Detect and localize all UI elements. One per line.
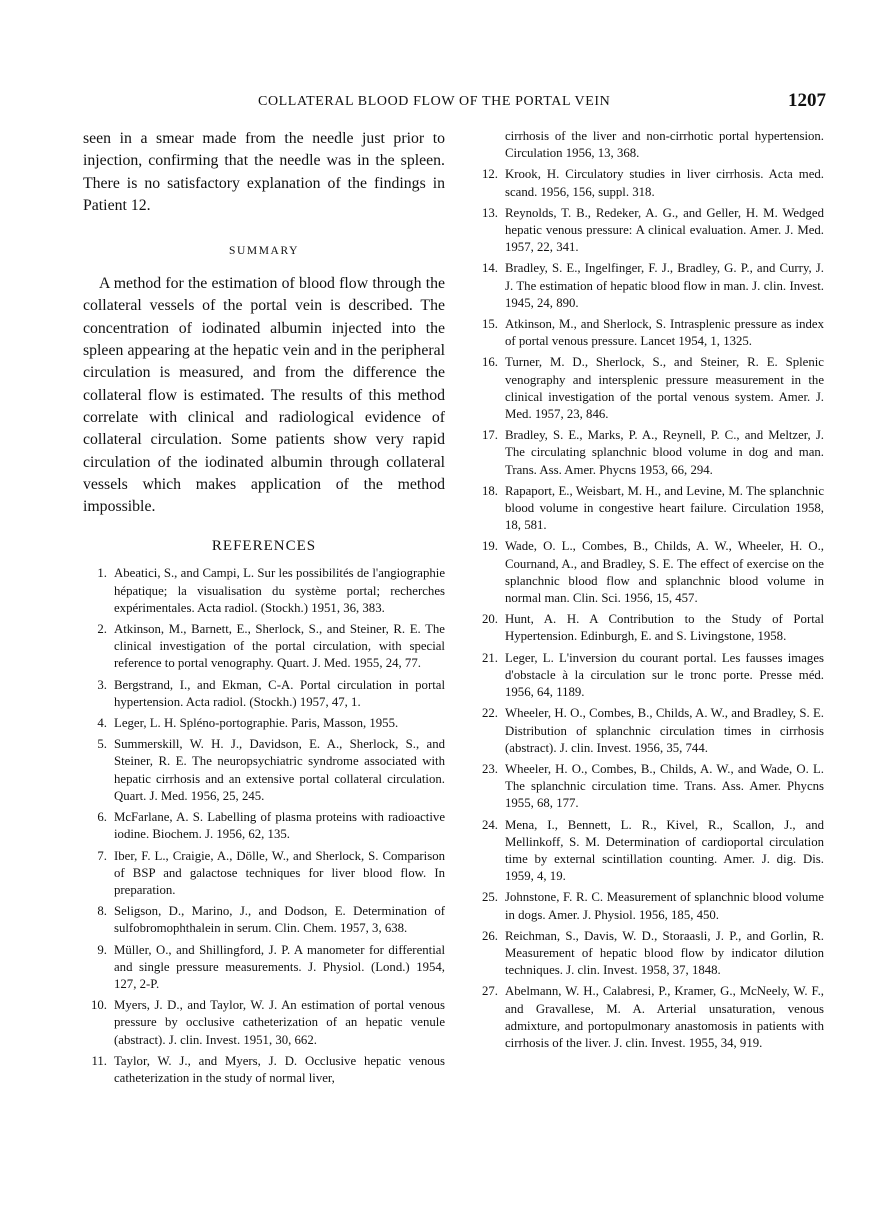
reference-text: Abeatici, S., and Campi, L. Sur les possibilités de l'angiographie hépatique; la visualisation du système portal; recherches expérimentales. Acta radiol. (Stockh.) 1951, 36, 383. [114,566,445,615]
reference-text: Bergstrand, I., and Ekman, C-A. Portal circulation in portal hypertension. Acta radiol. (Stockh.) 1957, 47, 1. [114,677,445,709]
reference-number: 6. [97,810,107,825]
reference-list-left [83,565,445,1087]
reference-text: Turner, M. D., Sherlock, S., and Steiner, R. E. Splenic venography and intersplenic pressure measurement in the clinical investigation of the portal venous system. Amer. J. Med. 1957, 23, 846. [505,355,824,422]
reference-number: 18. [482,483,498,498]
reference-text: Müller, O., and Shillingford, J. P. A manometer for differential and single pressure measurements. J. Physiol. (Lond.) 1954, 127, 2-P. [114,942,445,991]
reference-item [474,260,824,312]
reference-item [474,354,824,423]
reference-item [474,983,824,1052]
reference-text: Abelmann, W. H., Calabresi, P., Kramer, G., McNeely, W. F., and Gravallese, M. A. Arterial unsaturation, venous admixture, and portopulmonary anastomosis in patients with cirrhosis of the liver. J. clin. Invest. 1955, 34, 919. [505,984,824,1050]
reference-item [83,565,445,617]
reference-item [83,1053,445,1087]
reference-text: Rapaport, E., Weisbart, M. H., and Levine, M. The splanchnic blood volume in congestive heart failure. Circulation 1958, 18, 581. [505,483,824,533]
reference-item [83,903,445,937]
reference-item [474,538,824,607]
reference-number: 9. [97,942,107,957]
reference-text: Atkinson, M., Barnett, E., Sherlock, S., and Steiner, R. E. The clinical investigation of the portal circulation, with special reference to portal venography. Quart. J. Med. 1955, 24, 77. [114,622,445,671]
reference-text: Mena, I., Bennett, L. R., Kivel, R., Scallon, J., and Mellinkoff, S. M. Determination of cardioportal circulation time by external scintillation counting. Amer. J. dig. Dis. 1959, 4, 19. [505,817,824,884]
reference-text: Taylor, W. J., and Myers, J. D. Occlusive hepatic venous catheterization in the study of normal liver, [114,1053,445,1085]
left-column [83,128,445,1091]
running-head: COLLATERAL BLOOD FLOW OF THE PORTAL VEIN [258,94,611,109]
reference-number: 17. [482,428,498,443]
reference-item [474,705,824,757]
reference-item [474,166,824,200]
reference-item [474,889,824,923]
reference-number: 15. [482,317,498,332]
reference-text: Leger, L. H. Spléno-portographie. Paris, Masson, 1955. [114,716,399,731]
reference-number: 12. [482,167,498,182]
reference-item [474,761,824,813]
reference-item [83,736,445,805]
reference-text: Reichman, S., Davis, W. D., Storaasli, J. P., and Gorlin, R. Measurement of hepatic blood flow by indicator dilution techniques. J. clin. Invest. 1958, 37, 1848. [505,928,824,978]
reference-number: 3. [97,677,107,692]
reference-number: 11. [91,1053,107,1068]
reference-text: Bradley, S. E., Ingelfinger, F. J., Bradley, G. P., and Curry, J. J. The estimation of hepatic blood flow in man. J. clin. Invest. 1945, 24, 890. [505,261,824,310]
reference-item [474,650,824,702]
reference-text: Atkinson, M., and Sherlock, S. Intrasplenic pressure as index of portal venous pressure. Lancet 1954, 1, 1325. [505,317,824,349]
reference-number: 7. [97,848,107,863]
reference-number: 19. [482,539,498,554]
reference-item [474,928,824,980]
reference-text: Wade, O. L., Combes, B., Childs, A. W., Wheeler, H. O., Cournand, A., and Bradley, S. E. The effect of exercise on the splanchnic blood flow and splanchnic blood volume in normal man. Clin. Sci. 1956, 15, 457. [505,539,824,606]
reference-text: Johnstone, F. R. C. Measurement of splanchnic blood volume in dogs. Amer. J. Physiol. 1956, 185, 450. [505,890,824,922]
reference-text: Summerskill, W. H. J., Davidson, E. A., Sherlock, S., and Steiner, R. E. The neuropsychiatric syndrome associated with hepatic cirrhosis and an extensive portal collateral circulation. Quart. J. Med. 1956, 25, 245. [114,737,445,803]
reference-text: Myers, J. D., and Taylor, W. J. An estimation of portal venous pressure by occlusive catheterization of an hepatic venule (abstract). J. clin. Invest. 1951, 30, 662. [114,998,445,1047]
reference-item [474,483,824,535]
reference-item [83,848,445,900]
reference-number: 22. [482,706,498,721]
reference-text: Krook, H. Circulatory studies in liver cirrhosis. Acta med. scand. 1956, 156, suppl. 318. [505,167,824,199]
reference-item [474,205,824,257]
reference-item [83,997,445,1049]
reference-item [83,809,445,843]
reference-number: 26. [482,928,498,943]
reference-item [83,677,445,711]
reference-number: 23. [482,761,498,776]
reference-item [83,715,445,732]
reference-text: Wheeler, H. O., Combes, B., Childs, A. W., and Bradley, S. E. Distribution of splanchnic circulation times in cirrhosis (abstract). J. clin. Invest. 1956, 35, 744. [505,706,824,755]
reference-number: 2. [97,622,107,637]
reference-item [474,611,824,645]
reference-number: 13. [482,205,498,220]
reference-text: Wheeler, H. O., Combes, B., Childs, A. W., and Wade, O. L. The splanchnic circulation time. Trans. Ass. Amer. Phycns 1955, 68, 177. [505,761,824,811]
reference-list-right [474,166,824,1052]
reference-number: 10. [91,998,107,1013]
reference-number: 4. [97,716,107,731]
reference-text: Seligson, D., Marino, J., and Dodson, E. Determination of sulfobromophthalein in serum. Clin. Chem. 1957, 3, 638. [114,904,445,936]
summary-paragraph: A method for the estimation of blood flow through the collateral vessels of the portal vein is described. The concentration of iodinated albumin injected into the spleen appearing at the hepatic vein and in the peripheral circulation is measured, and from the difference the collateral flow is estimated. The results of this method correlate with clinical and radiological evidence of collateral circulation. Some patients show very rapid circulation of the iodinated albumin through collateral vessels which makes application of the method impossible. [83,275,445,516]
intro-paragraph: seen in a smear made from the needle just prior to injection, confirming that the needle was in the spleen. There is no satisfactory explanation of the findings in Patient 12. [83,130,445,214]
reference-item [474,427,824,479]
reference-text: Leger, L. L'inversion du courant portal. Les fausses images d'obstacle à la circulation sur le tronc porte. Presse méd. 1956, 64, 1189. [505,650,824,700]
reference-item [474,817,824,886]
reference-item [474,316,824,350]
reference-number: 27. [482,984,498,999]
reference-number: 24. [482,817,498,832]
reference-number: 25. [482,890,498,905]
reference-number: 16. [482,355,498,370]
reference-number: 14. [482,261,498,276]
reference-number: 21. [482,650,498,665]
reference-text: Bradley, S. E., Marks, P. A., Reynell, P. C., and Meltzer, J. The circulating splanchnic blood volume in dog and man. Trans. Ass. Amer. Phycns 1953, 66, 294. [505,428,824,477]
reference-text: McFarlane, A. S. Labelling of plasma proteins with radioactive iodine. Biochem. J. 1956, 62, 135. [114,810,445,842]
right-column [474,128,824,1056]
reference-number: 8. [97,904,107,919]
reference-item [83,621,445,673]
reference-text: Iber, F. L., Craigie, A., Dölle, W., and Sherlock, S. Comparison of BSP and galactose techniques for liver blood flow. In preparation. [114,848,445,897]
reference-number: 20. [482,612,498,627]
page-number: 1207 [788,90,826,111]
reference-number: 5. [97,737,107,752]
reference-item [83,942,445,994]
summary-heading: SUMMARY [229,245,299,258]
reference-text: Hunt, A. H. A Contribution to the Study of Portal Hypertension. Edinburgh, E. and S. Livingstone, 1958. [505,612,824,644]
reference-text: Reynolds, T. B., Redeker, A. G., and Geller, H. M. Wedged hepatic venous pressure: A clinical evaluation. Amer. J. Med. 1957, 22, 341. [505,205,824,255]
reference-number: 1. [97,566,107,581]
references-heading: REFERENCES [211,538,317,555]
reference-continuation: cirrhosis of the liver and non-cirrhotic portal hypertension. Circulation 1956, 13, 368. [505,129,824,161]
